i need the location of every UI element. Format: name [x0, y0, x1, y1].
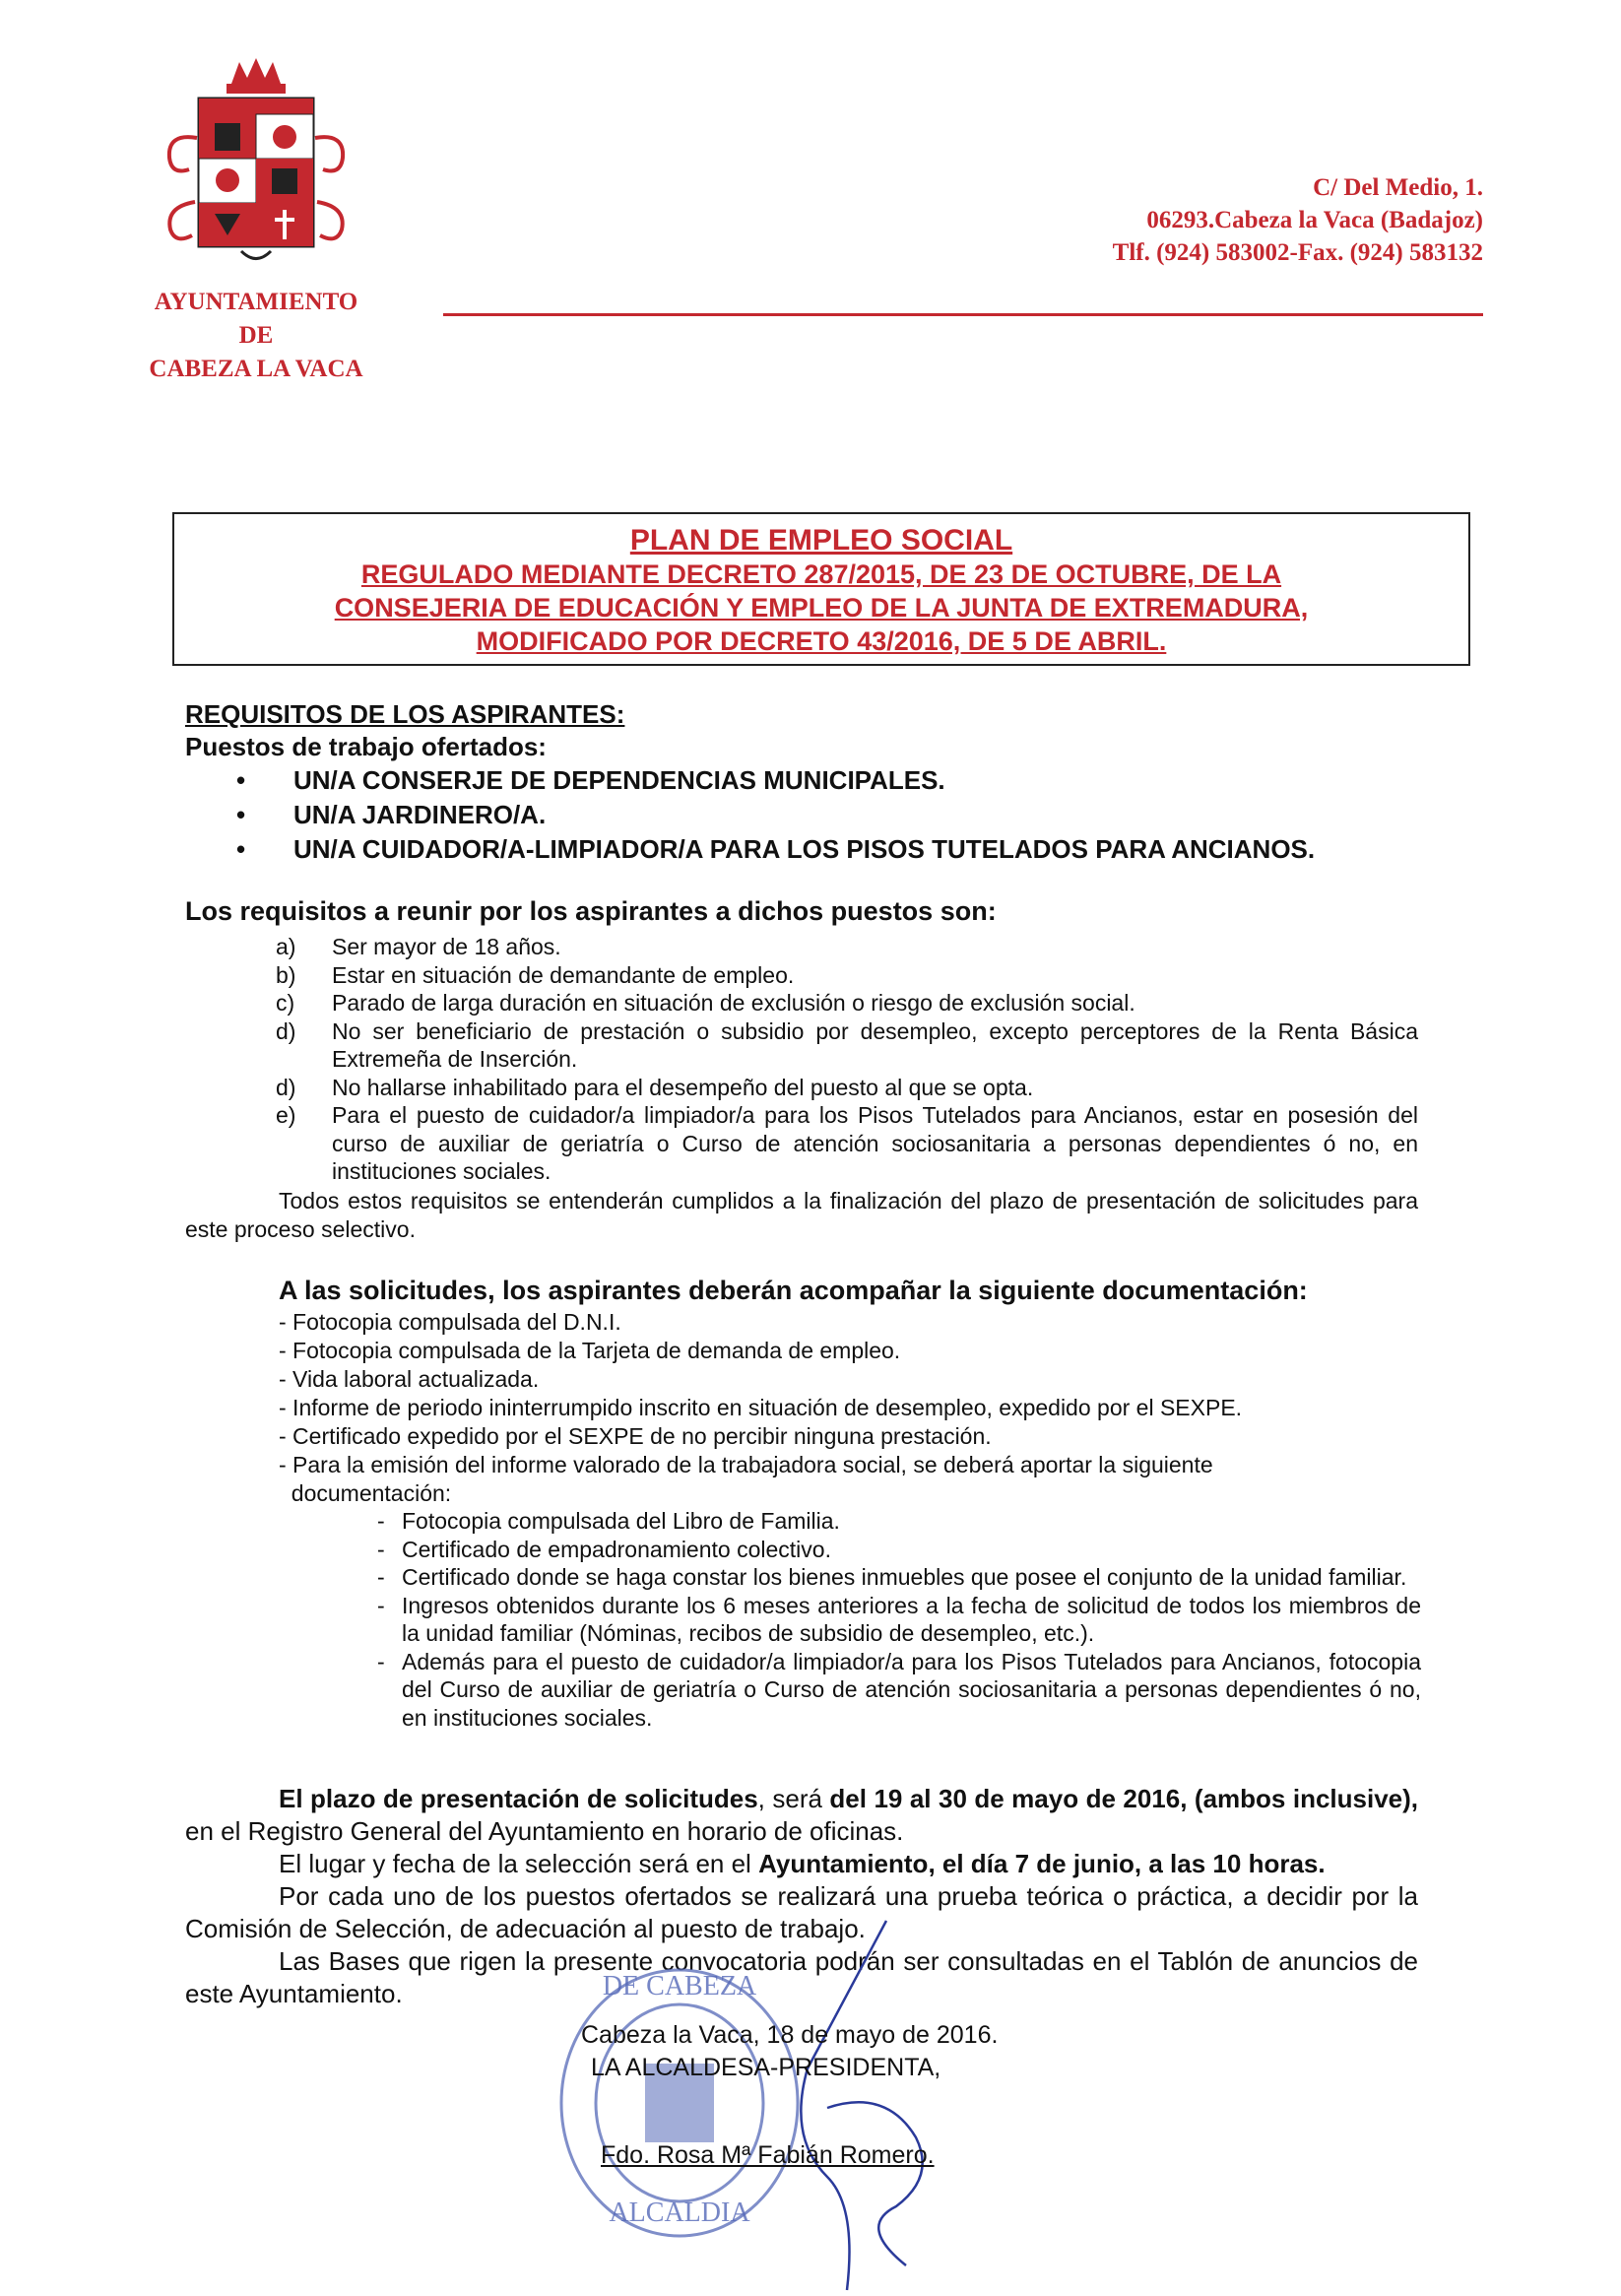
- address-block: [1113, 171, 1483, 269]
- list-item: - Vida laboral actualizada.: [279, 1366, 540, 1392]
- test-paragraph: Por cada uno de los puestos ofertados se realizará una prueba teórica o práctica, a decidir por la Comisión de Selección, de adecuación al puesto de trabajo.: [185, 1881, 1418, 1943]
- list-item: - Ingresos obtenidos durante los 6 meses anteriores a la fecha de solicitud de todos los miembros de la unidad familiar (Nóminas, recibos de subsidio de desempleo, etc.).: [377, 1592, 1421, 1646]
- documents-list: [279, 1308, 1421, 1508]
- posts-heading: Puestos de trabajo ofertados:: [185, 732, 547, 761]
- list-item: d) No ser beneficiario de prestación o subsidio por desempleo, excepto perceptores de la Renta Básica Extremeña de Inserción.: [276, 1017, 1418, 1072]
- list-item: documentación:: [279, 1480, 452, 1506]
- title-subline: CONSEJERIA DE EDUCACIÓN Y EMPLEO DE LA JUNTA DE EXTREMADURA,: [334, 593, 1309, 623]
- posts-list: [236, 763, 1315, 867]
- list-item: • UN/A CONSERJE DE DEPENDENCIAS MUNICIPALES.: [236, 763, 1315, 798]
- list-item: - Fotocopia compulsada del Libro de Familia.: [377, 1508, 840, 1534]
- address-line: 06293.Cabeza la Vaca (Badajoz): [1146, 207, 1483, 233]
- list-item: - Informe de periodo ininterrumpido inscrito en situación de desempleo, expedido por el SEXPE.: [279, 1395, 1243, 1420]
- place-date: Cabeza la Vaca, 18 de mayo de 2016.: [581, 2021, 999, 2049]
- list-item: b) Estar en situación de demandante de empleo.: [276, 961, 795, 988]
- deadline-paragraph: El plazo de presentación de solicitudes, será del 19 al 30 de mayo de 2016, (ambos inclusive), en el Registro General del Ayuntamiento en horario de oficinas.: [185, 1784, 1418, 1846]
- list-item: - Además para el puesto de cuidador/a limpiador/a para los Pisos Tutelados para Ancianos, fotocopia del Curso de auxiliar de geriatría o Curso de atención sociosanitaria a personas dependientes ó no, en instituciones sociales.: [377, 1648, 1421, 1731]
- list-item: - Fotocopia compulsada del D.N.I.: [279, 1309, 621, 1335]
- list-item: - Certificado expedido por el SEXPE de no percibir ninguna prestación.: [279, 1423, 992, 1449]
- sub-documents-list: [377, 1507, 1421, 1732]
- list-item: • UN/A CUIDADOR/A-LIMPIADOR/A PARA LOS PISOS TUTELADOS PARA ANCIANOS.: [236, 832, 1315, 867]
- address-line: Tlf. (924) 583002-Fax. (924) 583132: [1112, 239, 1483, 266]
- list-item: - Fotocopia compulsada de la Tarjeta de demanda de empleo.: [279, 1338, 901, 1363]
- title-subline: REGULADO MEDIANTE DECRETO 287/2015, DE 23 DE OCTUBRE, DE LA: [360, 559, 1282, 589]
- requirements-note: Todos estos requisitos se entenderán cumplidos a la finalización del plazo de presentación de solicitudes para este proceso selectivo.: [185, 1188, 1418, 1242]
- signature-block: [581, 2019, 998, 2172]
- title-box: [172, 512, 1470, 666]
- header-divider: [443, 313, 1483, 316]
- org-line: CABEZA LA VACA: [149, 356, 363, 382]
- title-subline: MODIFICADO POR DECRETO 43/2016, DE 5 DE ABRIL.: [476, 626, 1167, 656]
- organization-name: [118, 286, 394, 386]
- conditions-heading: Los requisitos a reunir por los aspirantes a dichos puestos son:: [185, 896, 997, 926]
- list-item: - Para la emisión del informe valorado de la trabajadora social, se deberá aportar la siguiente: [279, 1452, 1213, 1477]
- org-line: AYUNTAMIENTO: [154, 289, 358, 315]
- list-item: - Certificado de empadronamiento colectivo.: [377, 1536, 831, 1562]
- list-item: e) Para el puesto de cuidador/a limpiador/a para los Pisos Tutelados para Ancianos, estar en posesión del curso de auxiliar de geriatría o Curso de atención sociosanitaria a personas dependientes ó no, en instituciones sociales.: [276, 1102, 1418, 1184]
- address-line: C/ Del Medio, 1.: [1313, 174, 1483, 201]
- documents-heading: A las solicitudes, los aspirantes deberán acompañar la siguiente documentación:: [279, 1276, 1308, 1305]
- list-item: d) No hallarse inhabilitado para el desempeño del puesto al que se opta.: [276, 1074, 1034, 1100]
- org-line: DE: [238, 322, 274, 349]
- list-item: a) Ser mayor de 18 años.: [276, 934, 561, 959]
- list-item: c) Parado de larga duración en situación de exclusión o riesgo de exclusión social.: [276, 990, 1135, 1016]
- signatory-name: Fdo. Rosa Mª Fabián Romero.: [601, 2141, 935, 2169]
- bases-paragraph: Las Bases que rigen la presente convocatoria podrán ser consultadas en el Tablón de anuncios de este Ayuntamiento.: [185, 1946, 1418, 2008]
- signatory-role: LA ALCALDESA-PRESIDENTA,: [591, 2054, 941, 2081]
- document-title: PLAN DE EMPLEO SOCIAL: [629, 524, 1013, 557]
- list-item: • UN/A JARDINERO/A.: [236, 798, 1315, 832]
- conditions-list: [276, 933, 1418, 1186]
- list-item: - Certificado donde se haga constar los bienes inmuebles que posee el conjunto de la unidad familiar.: [377, 1564, 1407, 1590]
- selection-paragraph: El lugar y fecha de la selección será en el Ayuntamiento, el día 7 de junio, a las 10 horas.: [279, 1849, 1326, 1878]
- requirements-heading: REQUISITOS DE LOS ASPIRANTES:: [185, 699, 625, 729]
- coat-of-arms-icon: [148, 54, 364, 276]
- stamp-text-bottom: ALCALDIA: [609, 2198, 750, 2228]
- stamp-text-top: DE CABEZA: [602, 1971, 757, 2001]
